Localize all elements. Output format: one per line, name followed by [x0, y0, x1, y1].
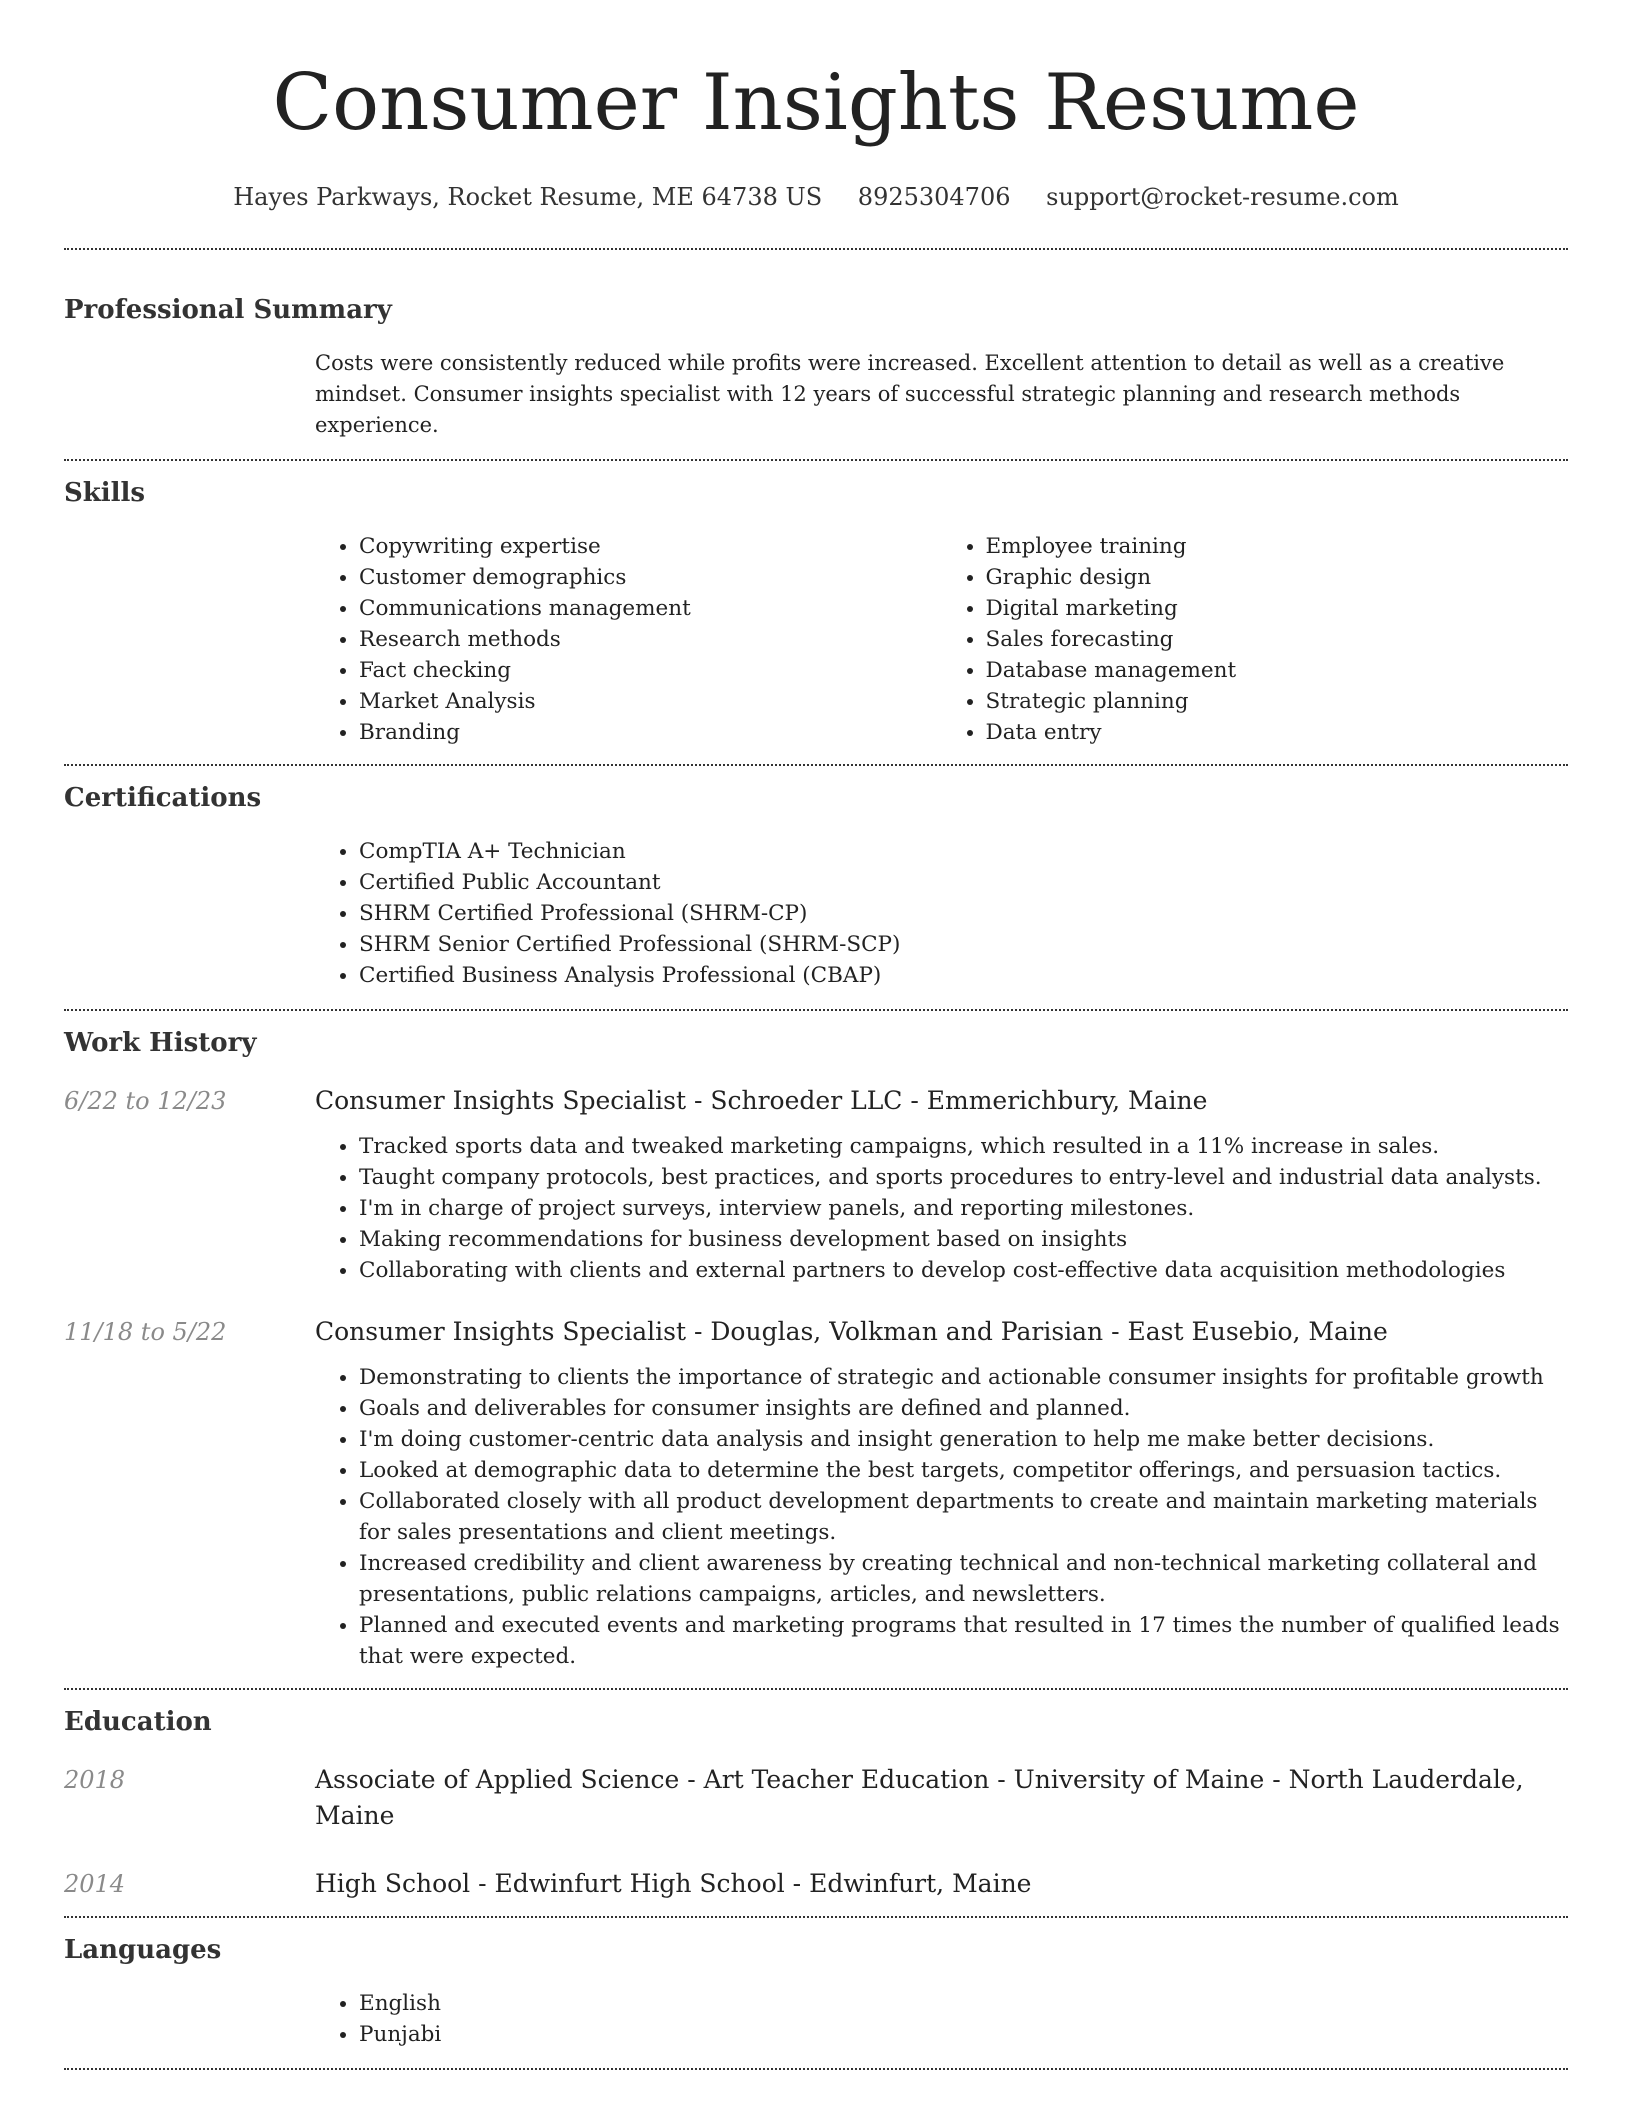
summary-heading: Professional Summary — [64, 295, 392, 325]
list-item: • Collaborated closely with all product development departments to create and maintain marketing materials for sales presentations and client meetings. — [359, 1486, 1568, 1548]
list-item: • Copywriting expertise — [359, 531, 942, 562]
list-item: • I'm doing customer-centric data analysis and insight generation to help me make better decisions. — [359, 1424, 1568, 1455]
list-item: • Market Analysis — [359, 686, 942, 717]
languages-heading: Languages — [64, 1935, 222, 1965]
list-item: • Strategic planning — [986, 686, 1569, 717]
education-entry — [64, 1834, 1568, 1916]
list-item: • Certified Public Accountant — [359, 867, 1568, 898]
list-item: • Making recommendations for business development based on insights — [359, 1224, 1568, 1255]
skills-section — [64, 461, 1568, 764]
list-item: • Punjabi — [359, 2019, 1568, 2050]
list-item: • SHRM Senior Certified Professional (SHRM-SCP) — [359, 929, 1568, 960]
education-entry — [64, 1740, 1568, 1834]
list-item: • Data entry — [986, 717, 1569, 748]
education-text: Associate of Applied Science - Art Teacher Education - University of Maine - North Lauderdale, Maine — [315, 1765, 1524, 1830]
job-dates: 11/18 to 5/22 — [64, 1318, 227, 1346]
summary-section — [64, 250, 1568, 459]
list-item: • Planned and executed events and marketing programs that resulted in 17 times the number of qualified leads that were expected. — [359, 1610, 1568, 1672]
list-item: • Digital marketing — [986, 593, 1569, 624]
list-item: • Tracked sports data and tweaked marketing campaigns, which resulted in a 11% increase in sales. — [359, 1131, 1568, 1162]
job-entry — [64, 1286, 1568, 1688]
list-item: • Demonstrating to clients the importance of strategic and actionable consumer insights for profitable growth — [359, 1362, 1568, 1393]
list-item: • Communications management — [359, 593, 942, 624]
languages-list — [315, 1988, 1568, 2050]
job-title: Consumer Insights Specialist - Schroeder LLC - Emmerichbury, Maine — [315, 1086, 1208, 1115]
contact-line — [64, 180, 1568, 214]
certifications-heading: Certifications — [64, 783, 262, 813]
education-text: High School - Edwinfurt High School - Edwinfurt, Maine — [315, 1869, 1032, 1898]
certifications-list — [315, 836, 1568, 991]
list-item: • Graphic design — [986, 562, 1569, 593]
list-item: • Branding — [359, 717, 942, 748]
list-item: • SHRM Certified Professional (SHRM-CP) — [359, 898, 1568, 929]
education-year: 2018 — [64, 1766, 126, 1794]
summary-text: Costs were consistently reduced while profits were increased. Excellent attention to detail as well as a creative mindset. Consumer insights specialist with 12 years of successful strategic planning and research methods experience. — [315, 351, 1505, 437]
job-entry — [64, 1061, 1568, 1286]
list-item: • Research methods — [359, 624, 942, 655]
skills-heading: Skills — [64, 478, 146, 508]
work-history-heading: Work History — [64, 1028, 257, 1058]
list-item: • Looked at demographic data to determine the best targets, competitor offerings, and persuasion tactics. — [359, 1455, 1568, 1486]
skills-list-right — [942, 531, 1569, 748]
list-item: • Taught company protocols, best practices, and sports procedures to entry-level and industrial data analysts. — [359, 1162, 1568, 1193]
list-item: • CompTIA A+ Technician — [359, 836, 1568, 867]
work-history-section — [64, 1011, 1568, 1688]
contact-email: support@rocket-resume.com — [1046, 183, 1399, 211]
certifications-section — [64, 766, 1568, 1009]
list-item: • Fact checking — [359, 655, 942, 686]
list-item: • Goals and deliverables for consumer insights are defined and planned. — [359, 1393, 1568, 1424]
list-item: • Sales forecasting — [986, 624, 1569, 655]
contact-address: Hayes Parkways, Rocket Resume, ME 64738 US — [233, 183, 823, 211]
contact-phone: 8925304706 — [857, 183, 1011, 211]
divider — [64, 2068, 1568, 2070]
skills-list-left — [315, 531, 942, 748]
page-title: Consumer Insights Resume — [272, 58, 1360, 148]
list-item: • English — [359, 1988, 1568, 2019]
list-item: • Increased credibility and client awareness by creating technical and non-technical marketing collateral and presentations, public relations campaigns, articles, and newsletters. — [359, 1548, 1568, 1610]
list-item: • Customer demographics — [359, 562, 942, 593]
languages-section — [64, 1918, 1568, 2068]
list-item: • Certified Business Analysis Professional (CBAP) — [359, 960, 1568, 991]
job-bullets — [315, 1119, 1568, 1286]
job-bullets — [315, 1350, 1568, 1672]
job-title: Consumer Insights Specialist - Douglas, Volkman and Parisian - East Eusebio, Maine — [315, 1317, 1388, 1346]
list-item: • I'm in charge of project surveys, interview panels, and reporting milestones. — [359, 1193, 1568, 1224]
list-item: • Database management — [986, 655, 1569, 686]
job-dates: 6/22 to 12/23 — [64, 1087, 227, 1115]
education-section — [64, 1690, 1568, 1916]
education-heading: Education — [64, 1707, 212, 1737]
list-item: • Collaborating with clients and external partners to develop cost-effective data acquisition methodologies — [359, 1255, 1568, 1286]
list-item: • Employee training — [986, 531, 1569, 562]
education-year: 2014 — [64, 1870, 126, 1898]
